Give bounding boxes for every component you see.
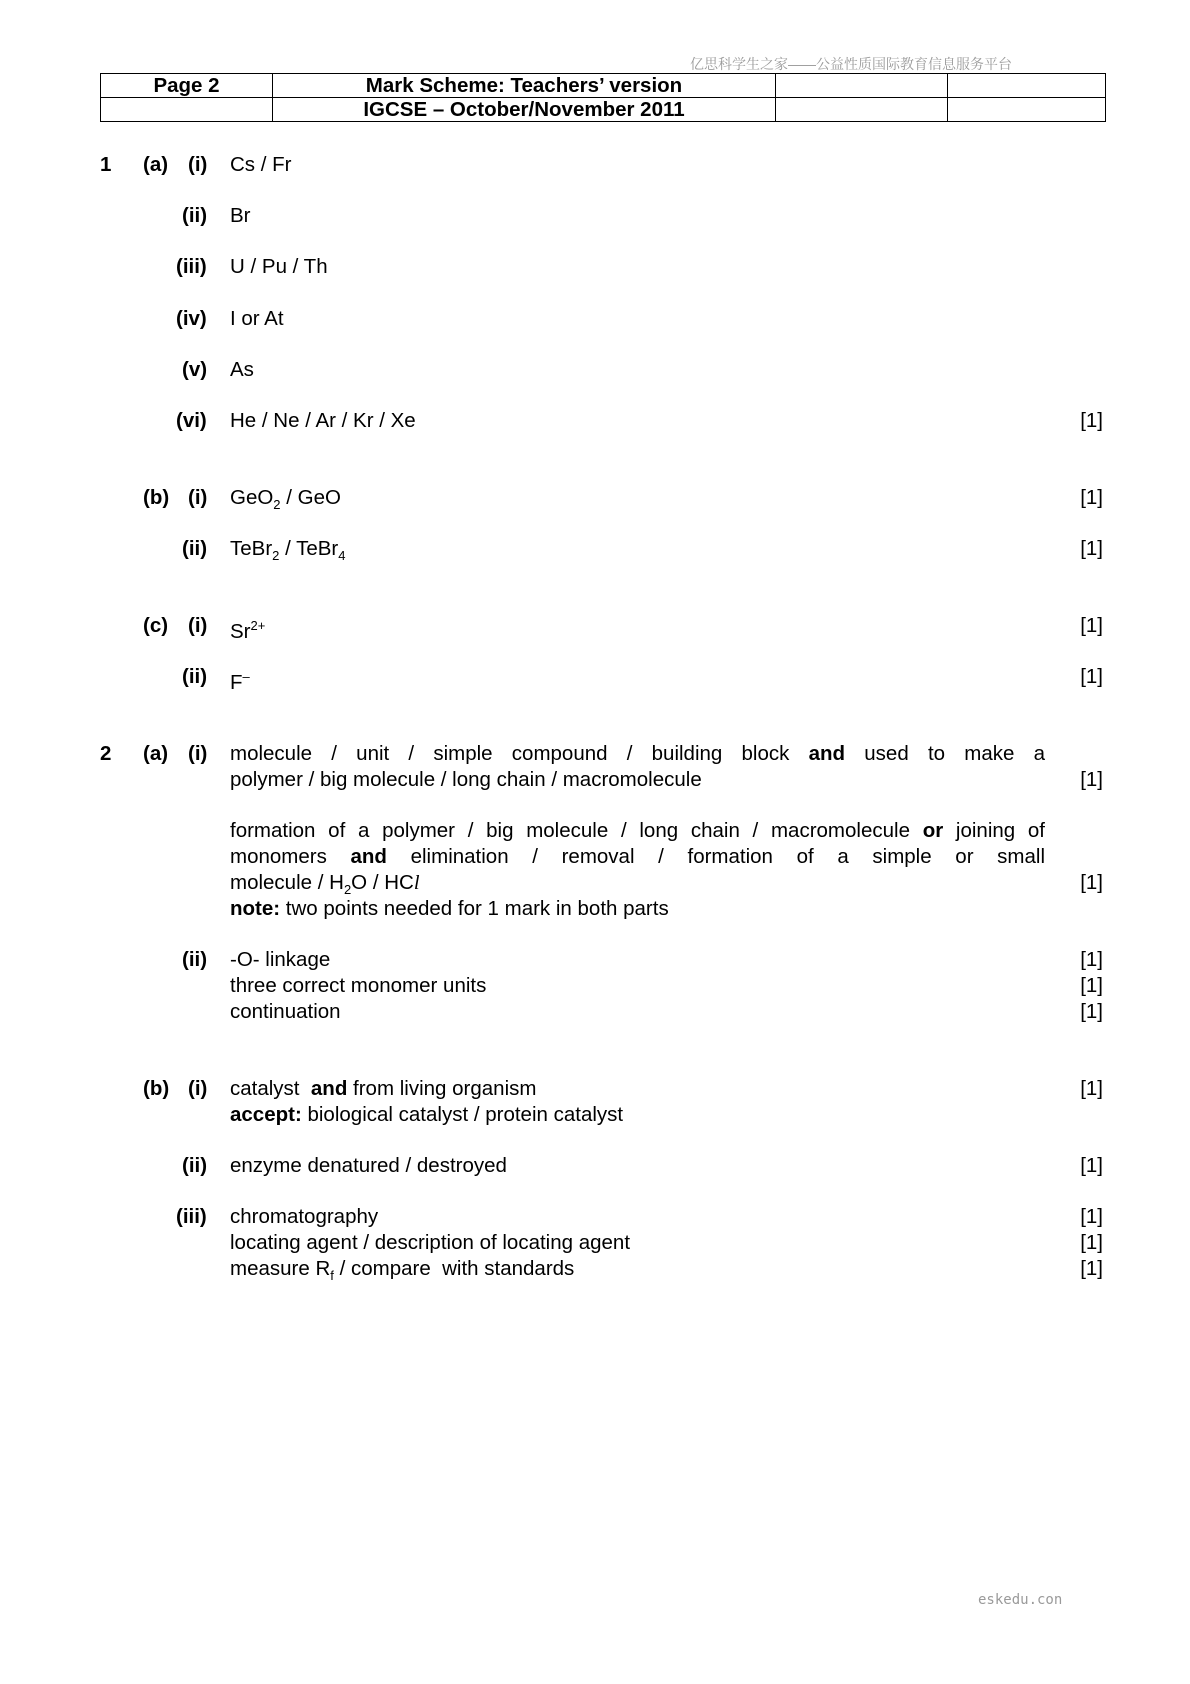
answer-text: enzyme denatured / destroyed [230, 1154, 507, 1177]
subpart-label: (vi) [176, 409, 207, 432]
header-exam: IGCSE – October/November 2011 [273, 98, 776, 122]
answer-line: chromatography [230, 1205, 379, 1228]
mark: [1] [1080, 614, 1103, 637]
answer-line: continuation [230, 1000, 341, 1023]
answer-text: Br [230, 204, 251, 227]
mark: [1] [1080, 768, 1103, 791]
answer-text: GeO$_2$ / GeO [230, 486, 341, 513]
answer-text: As [230, 358, 254, 381]
answer-text: F– [230, 669, 250, 694]
part-label: (c) [143, 614, 169, 637]
subpart-label: (ii) [182, 665, 208, 688]
answer-line: molecule / unit / simple compound / building block and used to make a [230, 742, 1045, 765]
subpart-label: (ii) [182, 537, 208, 560]
answer-text: Cs / Fr [230, 153, 292, 176]
subpart-label: (ii) [182, 948, 208, 971]
answer-line: polymer / big molecule / long chain / macromolecule [230, 768, 702, 791]
answer-line: three correct monomer units [230, 974, 487, 997]
question-number: 1 [100, 153, 112, 176]
header-empty-cell [776, 98, 948, 122]
mark: [1] [1080, 1077, 1103, 1100]
header-empty-cell [948, 74, 1106, 98]
accept-line: accept: biological catalyst / protein catalyst [230, 1103, 624, 1126]
subpart-label: (v) [182, 358, 208, 381]
subpart-label: (i) [188, 1077, 208, 1100]
answer-line: catalyst and from living organism [230, 1077, 537, 1100]
answer-line: formation of a polymer / big molecule / long chain / macromolecule or joining of [230, 819, 1045, 842]
part-label: (b) [143, 1077, 170, 1100]
subpart-label: (iv) [176, 307, 207, 330]
answer-text: He / Ne / Ar / Kr / Xe [230, 409, 416, 432]
watermark-bottom: eskedu.con [978, 1592, 1063, 1608]
part-label: (a) [143, 153, 169, 176]
mark: [1] [1080, 1231, 1103, 1254]
subpart-label: (iii) [176, 1205, 207, 1228]
answer-text: TeBr$_2$ / TeBr$_4$ [230, 537, 346, 564]
header-empty-cell [776, 74, 948, 98]
mark: [1] [1080, 486, 1103, 509]
mark: [1] [1080, 948, 1103, 971]
header-page: Page 2 [101, 74, 273, 98]
subpart-label: (i) [188, 614, 208, 637]
answer-text: I or At [230, 307, 284, 330]
header-table [100, 73, 1106, 122]
mark: [1] [1080, 1000, 1103, 1023]
mark: [1] [1080, 1205, 1103, 1228]
answer-line: -O- linkage [230, 948, 331, 971]
header-title: Mark Scheme: Teachers’ version [273, 74, 776, 98]
answer-line: monomers and elimination / removal / formation of a simple or small [230, 845, 1046, 868]
mark: [1] [1080, 1154, 1103, 1177]
mark: [1] [1080, 409, 1103, 432]
subpart-label: (i) [188, 486, 208, 509]
answer-line: measure $R_f$ / compare with standards [230, 1257, 575, 1284]
mark: [1] [1080, 1257, 1103, 1280]
header-empty-cell [101, 98, 273, 122]
subpart-label: (i) [188, 153, 208, 176]
subpart-label: (ii) [182, 204, 208, 227]
part-label: (a) [143, 742, 169, 765]
question-number: 2 [100, 742, 112, 765]
answer-text: $Sr^{2+}$ [230, 618, 266, 643]
mark: [1] [1080, 871, 1103, 894]
answer-line: locating agent / description of locating agent [230, 1231, 631, 1254]
mark: [1] [1080, 665, 1103, 688]
subpart-label: (i) [188, 742, 208, 765]
part-label: (b) [143, 486, 170, 509]
answer-line: molecule / $H_2O$ / HCl [230, 871, 420, 898]
subpart-label: (iii) [176, 255, 207, 278]
subpart-label: (ii) [182, 1154, 208, 1177]
watermark-top: 亿思科学生之家——公益性质国际教育信息服务平台 [690, 56, 1012, 72]
note-line: note: two points needed for 1 mark in both parts [230, 897, 669, 920]
mark: [1] [1080, 537, 1103, 560]
answer-text: U / Pu / Th [230, 255, 328, 278]
header-empty-cell [948, 98, 1106, 122]
mark: [1] [1080, 974, 1103, 997]
